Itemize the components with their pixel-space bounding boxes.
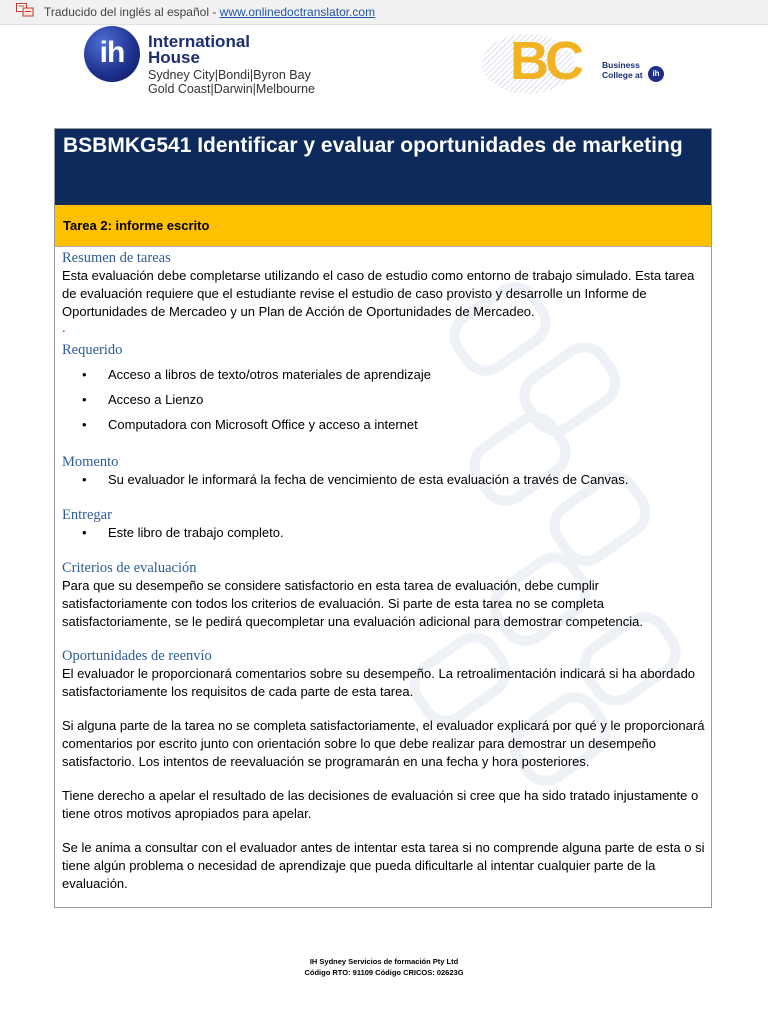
footer-line2: Código RTO: 91109 Código CRICOS: 02623G [304,968,464,977]
timing-list [62,471,706,489]
resubmit-paragraph: Se le anima a consultar con el evaluador antes de intentar esta tarea si no comprende alguna parte de esta o si tiene algún problema o necesidad de aprendizaje que pueda dificultarle al intentar cualquier parte de la evaluación. [62,840,705,891]
submit-list [62,524,706,542]
assessment-box [54,128,712,908]
criteria-text: Para que su desempeño se considere satisfactorio en esta tarea de evaluación, debe cumplir satisfactoriamente con todos los criterios de evaluación. Si parte de esta tarea no se completa satisfactoriamente, se le pedirá quecompletar una evaluación adicional para demostrar competencia. [62,578,643,629]
bc-ih-mark: ih [648,66,664,82]
bc-letters: BC [510,31,580,91]
required-heading: Requerido [62,342,123,358]
bc-logo [480,30,670,96]
content [62,249,706,893]
footer [0,956,768,978]
footer-line1: IH Sydney Servicios de formación Pty Ltd [309,957,459,966]
ih-logo-cities: Sydney City|Bondi|Byron Bay Gold Coast|Darwin|Melbourne [148,68,315,96]
criteria-heading: Criterios de evaluación [62,560,197,576]
translator-icon [16,3,34,17]
task-label: Tarea 2: informe escrito [55,205,711,247]
summary-text: Esta evaluación debe completarse utilizando el caso de estudio como entorno de trabajo simulado. Esta tarea de evaluación requiere que el estudiante revise el estudio de caso provisto y desarrolle un Informe de Oportunidades de Mercadeo y un Plan de Acción de Oportunidades de Mercadeo. [62,268,695,319]
ih-logo-icon: ih [84,26,140,82]
resubmit-heading: Oportunidades de reenvío [62,648,212,664]
list-item: • Acceso a libros de texto/otros materiales de aprendizaje [62,362,706,387]
ih-logo-name: International House [148,32,251,67]
ih-logo [84,26,354,100]
translator-link[interactable]: www.onlinedoctranslator.com [219,5,376,19]
summary-heading: Resumen de tareas [62,250,171,266]
timing-heading: Momento [62,454,119,470]
required-list [62,362,706,437]
translator-text: Traducido del inglés al español - www.onlinedoctranslator.com [44,5,376,19]
page-title: BSBMKG541 Identificar y evaluar oportunidades de marketing [55,129,711,205]
list-item: • Este libro de trabajo completo. [62,524,706,542]
stray-dot: . [62,320,66,335]
resubmit-paragraph: Si alguna parte de la tarea no se completa satisfactoriamente, el evaluador explicará por qué y le proporcionará comentarios por escrito junto con orientación sobre lo que debe realizar para demostrar un desempeño satisfactorio. Los intentos de reevaluación se programarán en una fecha y hora posteriores. [62,718,705,769]
submit-heading: Entregar [62,507,112,523]
translator-banner [0,0,768,25]
list-item: • Acceso a Lienzo [62,387,706,412]
list-item: • Su evaluador le informará la fecha de vencimiento de esta evaluación a través de Canvas. [62,471,706,489]
resubmit-paragraph: Tiene derecho a apelar el resultado de las decisiones de evaluación si cree que ha sido tratado injustamente o tiene otros motivos apropiados para apelar. [62,788,699,821]
bc-side-text: Business College at [602,60,643,80]
resubmit-paragraph: El evaluador le proporcionará comentarios sobre su desempeño. La retroalimentación indicará si ha abordado satisfactoriamente los requisitos de cada parte de esta tarea. [62,666,696,699]
list-item: • Computadora con Microsoft Office y acceso a internet [62,412,706,437]
